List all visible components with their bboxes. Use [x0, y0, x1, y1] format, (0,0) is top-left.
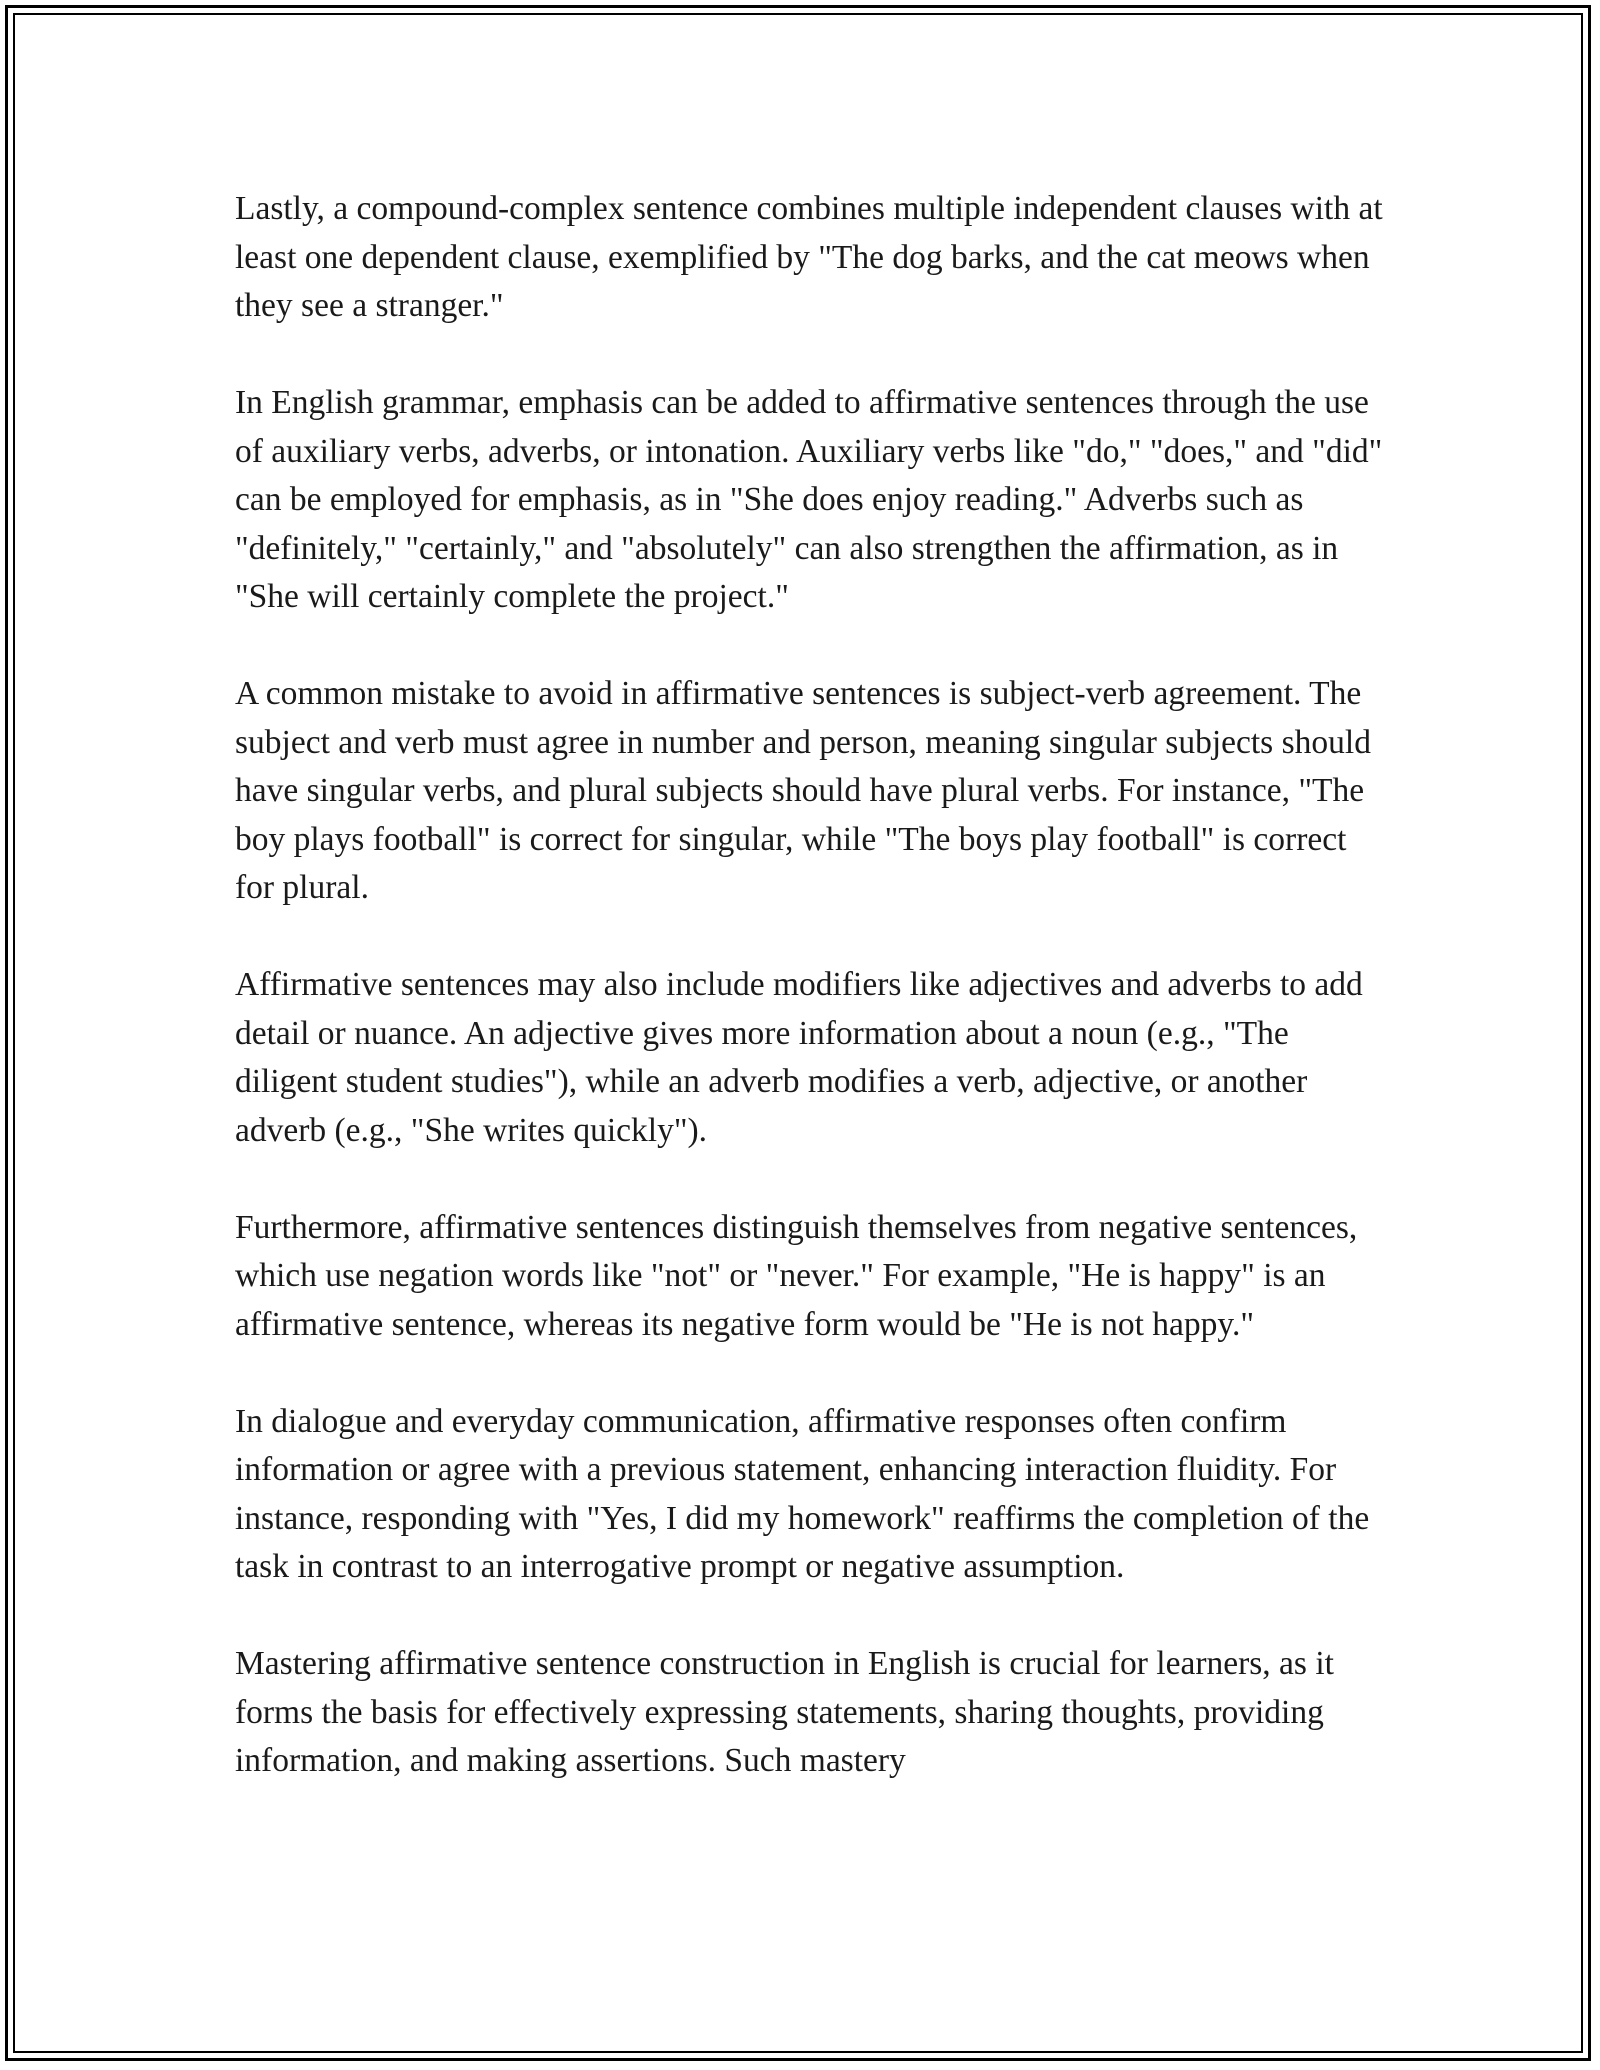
paragraph-compound-complex: Lastly, a compound-complex sentence combines multiple independent clauses with at least one dependent clause, exemplified by "The dog barks, and the cat meows when they see a stranger." — [235, 190, 1383, 324]
paragraph-subject-verb-agreement: A common mistake to avoid in affirmative sentences is subject-verb agreement. The subject and verb must agree in number and person, meaning singular subjects should have singular verbs, and plural subjects should have plural verbs. For instance, "The boy plays football" is correct for singular, while "The boys play football" is correct for plural. — [235, 675, 1371, 906]
document-body — [235, 185, 1385, 1834]
paragraph-mastering: Mastering affirmative sentence construction in English is crucial for learners, as it forms the basis for effectively expressing statements, sharing thoughts, providing information, and making assertions. Such mastery — [235, 1645, 1334, 1779]
paragraph-emphasis: In English grammar, emphasis can be added to affirmative sentences through the use of auxiliary verbs, adverbs, or intonation. Auxiliary verbs like "do," "does," and "did" can be employed for emphasis, as in "She does enjoy reading." Adverbs such as "definitely," "certainly," and "absolutely" can also strengthen the affirmation, as in "She will certainly complete the project." — [235, 384, 1383, 615]
paragraph-negative-contrast: Furthermore, affirmative sentences distinguish themselves from negative sentences, which use negation words like "not" or "never." For example, "He is happy" is an affirmative sentence, whereas its negative form would be "He is not happy." — [235, 1208, 1358, 1343]
paragraph-dialogue: In dialogue and everyday communication, affirmative responses often confirm information or agree with a previous statement, enhancing interaction fluidity. For instance, responding with "Yes, I did my homework" reaffirms the completion of the task in contrast to an interrogative prompt or negative assumption. — [235, 1402, 1370, 1585]
paragraph-modifiers: Affirmative sentences may also include modifiers like adjectives and adverbs to add detail or nuance. An adjective gives more information about a noun (e.g., "The diligent student studies"), while an adverb modifies a verb, adjective, or another adverb (e.g., "She writes quickly"). — [235, 966, 1363, 1149]
